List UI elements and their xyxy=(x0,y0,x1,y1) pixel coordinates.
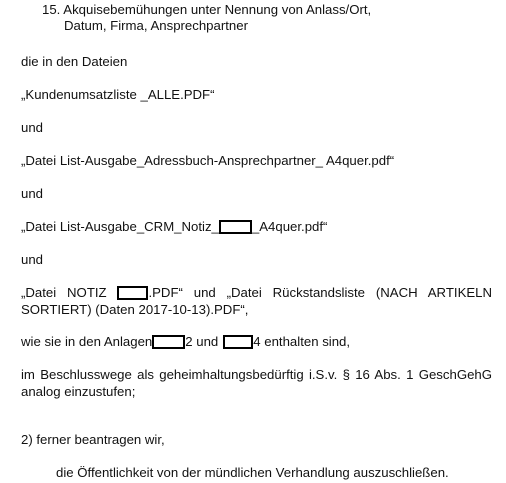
file-name-2: „Datei List-Ausgabe_Adressbuch-Ansprechpartner_ A4quer.pdf“ xyxy=(21,153,395,168)
intro-text: die in den Dateien xyxy=(21,54,128,69)
file-name-3 xyxy=(21,218,327,235)
connector-und-1: und xyxy=(21,120,44,135)
annex-text-middle: 2 und xyxy=(185,334,219,349)
redaction-box xyxy=(223,335,253,349)
file-name-3-end: _A4quer.pdf“ xyxy=(251,219,328,234)
file-name-3-start: „Datei List-Ausgabe_CRM_Notiz_ xyxy=(21,219,219,234)
item-15-line-2: Datum, Firma, Ansprechpartner xyxy=(64,18,248,33)
connector-und-2: und xyxy=(21,186,44,201)
file-name-4-end: .PDF“ und „Datei Rückstandsliste (NACH ARTIKELN SORTIERT) (Daten 2017-10-13).PDF“, xyxy=(21,285,493,317)
annex-text-start: wie sie in den Anlagen xyxy=(21,334,153,349)
redaction-box xyxy=(152,335,185,349)
file-name-4 xyxy=(21,284,492,318)
annex-reference xyxy=(21,333,350,350)
redaction-box xyxy=(117,286,148,300)
file-name-4-start: „Datei NOTIZ xyxy=(21,285,118,300)
point-2-heading: 2) ferner beantragen wir, xyxy=(21,432,165,447)
classification-paragraph: im Beschlusswege als geheimhaltungsbedürftig i.S.v. § 16 Abs. 1 GeschGehG analog einzustufen; xyxy=(21,367,492,399)
connector-und-3: und xyxy=(21,252,44,267)
exclusion-request: die Öffentlichkeit von der mündlichen Verhandlung auszuschließen. xyxy=(56,465,449,480)
item-15-line-1: 15. Akquisebemühungen unter Nennung von Anlass/Ort, xyxy=(42,2,372,17)
file-name-1: „Kundenumsatzliste _ALLE.PDF“ xyxy=(21,87,215,102)
redaction-box xyxy=(219,220,252,234)
annex-text-end: 4 enthalten sind, xyxy=(253,334,351,349)
